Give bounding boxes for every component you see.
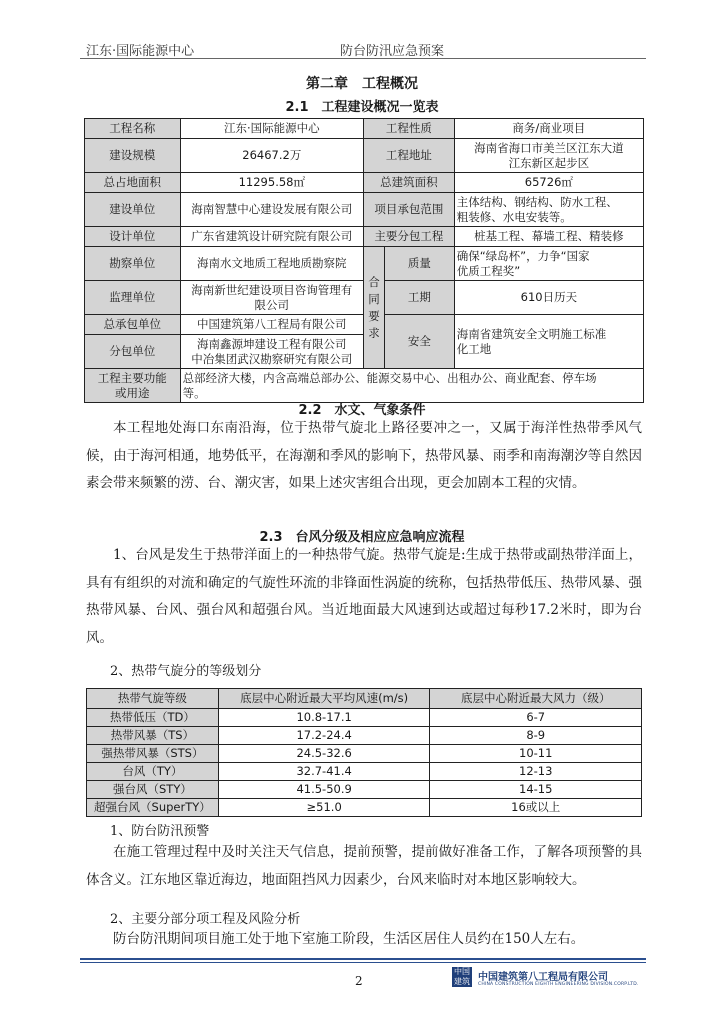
cell-line: 粗装修、水电安装等。 — [456, 209, 572, 224]
cell-line: 海南省海口市美兰区江东大道 — [474, 140, 624, 155]
table-row — [87, 727, 642, 745]
company-logo-icon: 中国建筑 — [454, 967, 470, 986]
cell-key: 总占地面积 — [85, 173, 181, 193]
table-row — [87, 763, 642, 781]
grade-cell: 热带低压（TD） — [87, 709, 219, 727]
page-header — [80, 38, 646, 58]
page-number: 2 — [355, 974, 363, 988]
cell-key: 监理单位 — [85, 281, 181, 315]
table-header-row — [87, 689, 642, 709]
speed-cell: 41.5-50.9 — [218, 781, 430, 799]
overview-table — [84, 118, 644, 403]
cell-value — [180, 281, 363, 315]
company-name: 中国建筑第八工程局有限公司 — [478, 972, 608, 983]
cell-value — [454, 247, 643, 281]
cell-key: 安全 — [384, 315, 454, 369]
column-header: 底层中心附近最大平均风速(m/s) — [218, 689, 430, 709]
force-cell: 6-7 — [430, 709, 642, 727]
cell-line: 等。 — [182, 385, 206, 400]
grade-table-caption: 2、热带气旋分的等级划分 — [110, 664, 262, 679]
cell-line: 江东新区起步区 — [508, 155, 590, 170]
cell-line: 化工地 — [456, 341, 492, 356]
cell-key: 设计单位 — [85, 227, 181, 247]
vertical-label: 合同要求 — [368, 274, 380, 340]
cell-key: 工程名称 — [85, 119, 181, 139]
cell-key: 工程性质 — [364, 119, 455, 139]
cell-line: 海南新世纪建设项目咨询管理有 — [191, 282, 353, 297]
cell-key: 工程地址 — [364, 139, 455, 173]
cell-key: 建设单位 — [85, 193, 181, 227]
section-2-2-title: 2.2 水文、气象条件 — [298, 403, 426, 418]
risk-paragraph: 防台防汛期间项目施工处于地下室施工阶段，生活区居住人员约在150人左右。 — [113, 931, 585, 947]
header-project: 江东·国际能源中心 — [86, 44, 195, 59]
cell-value — [454, 139, 643, 173]
force-cell: 14-15 — [430, 781, 642, 799]
table-row — [85, 119, 644, 139]
cyclone-grade-table — [86, 688, 642, 817]
speed-cell: 24.5-32.6 — [218, 745, 430, 763]
cell-key: 建设规模 — [85, 139, 181, 173]
section-2-3-title: 2.3 台风分级及相应应急响应流程 — [259, 530, 465, 545]
table-row — [85, 193, 644, 227]
warning-paragraph: 在施工管理过程中及时关注天气信息，提前预警，提前做好准备工作，了解各项预警的具体含义。江东地区靠近海边，地面阻挡风力因素少，台风来临时对本地区影响较大。 — [86, 844, 642, 888]
cell-line: 或用途 — [115, 385, 150, 400]
cell-key — [85, 369, 181, 403]
cell-key: 主要分包工程 — [364, 227, 455, 247]
grade-cell: 强台风（STY） — [87, 781, 219, 799]
grade-cell: 强热带风暴（STS） — [87, 745, 219, 763]
force-cell: 8-9 — [430, 727, 642, 745]
cell-value: 江东·国际能源中心 — [180, 119, 363, 139]
cell-line: 海南鑫源坤建设工程有限公司 — [197, 336, 347, 351]
footer-divider — [80, 958, 646, 960]
table-row — [85, 173, 644, 193]
cell-contract-requirements — [364, 247, 385, 369]
cell-value: 广东省建筑设计研究院有限公司 — [180, 227, 363, 247]
cell-key: 工期 — [384, 281, 454, 315]
column-header: 底层中心附近最大风力（级） — [430, 689, 642, 709]
cell-value — [454, 315, 643, 369]
grade-cell: 热带风暴（TS） — [87, 727, 219, 745]
cell-value: 商务/商业项目 — [454, 119, 643, 139]
cell-line: 主体结构、钢结构、防水工程、 — [456, 194, 618, 209]
table-row — [87, 781, 642, 799]
cell-key: 总建筑面积 — [364, 173, 455, 193]
cell-value — [454, 193, 643, 227]
cell-value: 海南水文地质工程地质勘察院 — [180, 247, 363, 281]
cell-value — [180, 335, 363, 369]
cell-value: 中国建筑第八工程局有限公司 — [180, 315, 363, 335]
warning-title: 1、防台防汛预警 — [110, 824, 210, 839]
cell-line: 优质工程奖” — [456, 263, 521, 278]
speed-cell: 32.7-41.4 — [218, 763, 430, 781]
cell-line: 海南省建筑安全文明施工标准 — [456, 326, 607, 341]
speed-cell: 17.2-24.4 — [218, 727, 430, 745]
header-doc-title: 防台防汛应急预案 — [340, 44, 445, 59]
cell-value: 610日历天 — [454, 281, 643, 315]
section-2-1-title: 2.1 工程建设概况一览表 — [285, 100, 439, 115]
cell-line: 确保“绿岛杯”，力争“国家 — [456, 248, 590, 263]
cell-key: 项目承包范围 — [364, 193, 455, 227]
risk-title: 2、主要分部分项工程及风险分析 — [110, 912, 301, 927]
section-2-3-paragraph: 1、台风是发生于热带洋面上的一种热带气旋。热带气旋是:生成于热带或副热带洋面上，具有有组织的对流和确定的气旋性环流的非锋面性涡旋的统称，包括热带低压、热带风暴、强热带风暴、台风、强台风和超强台风。当近地面最大风速到达或超过每秒17.2米时，即为台风。 — [86, 547, 642, 646]
force-cell: 12-13 — [430, 763, 642, 781]
cell-value: 65726㎡ — [454, 173, 643, 193]
table-row — [85, 139, 644, 173]
chapter-title: 第二章 工程概况 — [306, 76, 418, 92]
company-name-en: CHINA CONSTRUCTION EIGHTH ENGINEERING DIVISION.CORP.LTD. — [478, 982, 639, 987]
section-2-2-paragraph: 本工程地处海口东南沿海，位于热带气旋北上路径要冲之一，又属于海洋性热带季风气候，由于海河相通，地势低平，在海潮和季风的影响下，热带风暴、雨季和南海潮汐等自然因素会带来频繁的涝、台、潮灾害，如果上述灾害组合出现，更会加剧本工程的灾情。 — [86, 420, 642, 491]
table-row — [87, 709, 642, 727]
table-row — [87, 745, 642, 763]
force-cell: 16或以上 — [430, 799, 642, 817]
table-row — [85, 247, 644, 281]
table-row — [87, 799, 642, 817]
cell-value: 桩基工程、幕墙工程、精装修 — [454, 227, 643, 247]
cell-value: 海南智慧中心建设发展有限公司 — [180, 193, 363, 227]
cell-key: 勘察单位 — [85, 247, 181, 281]
cell-value: 26467.2万 — [180, 139, 363, 173]
cell-line: 限公司 — [254, 297, 290, 312]
grade-cell: 超强台风（SuperTY） — [87, 799, 219, 817]
cell-line: 工程主要功能 — [97, 370, 167, 385]
speed-cell: ≥51.0 — [218, 799, 430, 817]
speed-cell: 10.8-17.1 — [218, 709, 430, 727]
table-row — [85, 369, 644, 403]
column-header: 热带气旋等级 — [87, 689, 219, 709]
cell-value — [180, 369, 643, 403]
cell-key: 分包单位 — [85, 335, 181, 369]
table-row — [85, 227, 644, 247]
force-cell: 10-11 — [430, 745, 642, 763]
header-divider — [80, 58, 646, 59]
cell-key: 总承包单位 — [85, 315, 181, 335]
cell-value: 11295.58㎡ — [180, 173, 363, 193]
grade-cell: 台风（TY） — [87, 763, 219, 781]
cell-line: 中冶集团武汉勘察研究有限公司 — [191, 351, 353, 366]
footer-divider-thin — [80, 962, 646, 963]
cell-key: 质量 — [384, 247, 454, 281]
cell-line: 总部经济大楼，内含高端总部办公、能源交易中心、出租办公、商业配套、停车场 — [182, 370, 597, 385]
